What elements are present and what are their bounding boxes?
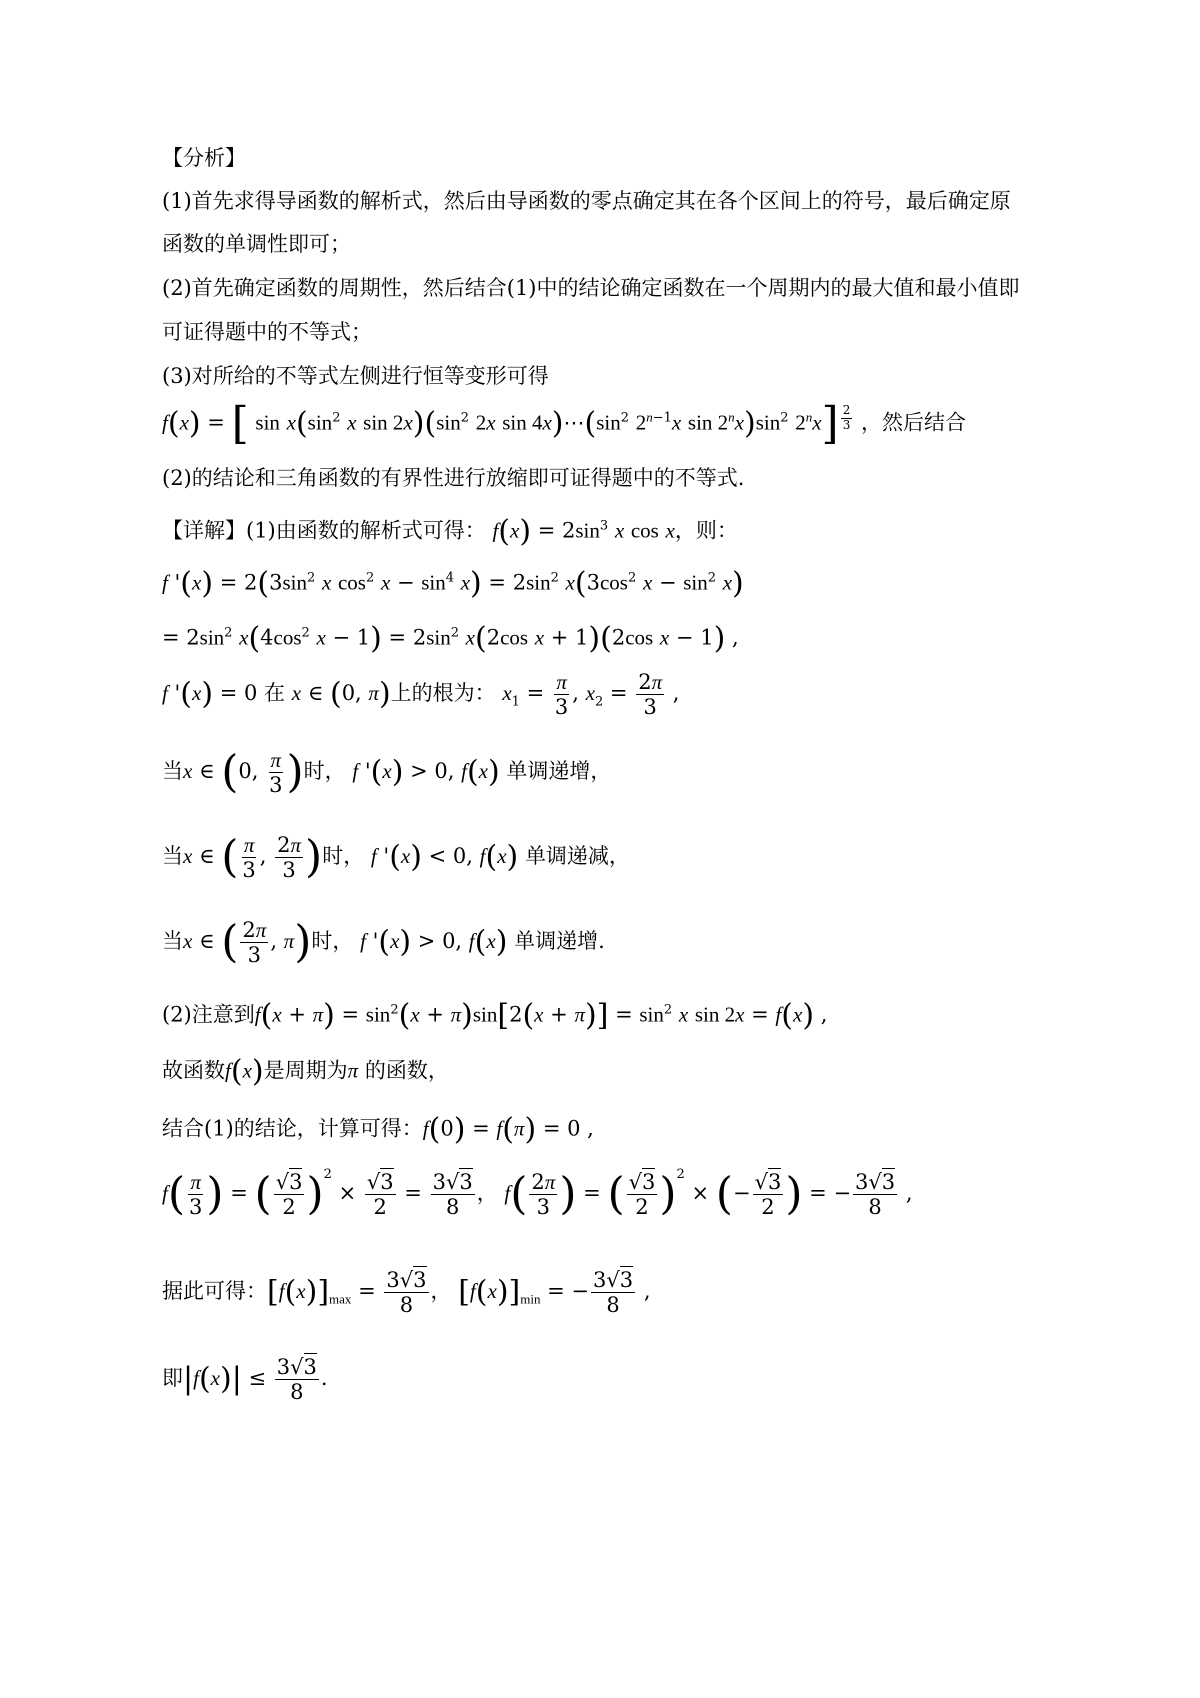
analysis-p3-line1: (3)对所给的不等式左侧进行恒等变形可得 (162, 364, 549, 388)
period-identity-line: (2)注意到$f(x + \pi) = \sin^2(x + \pi)\sin[2(x + \pi)] = \sin^2 x$ sin 2x = f(x) , (162, 998, 828, 1033)
analysis-p3-line3: (2)的结论和三角函数的有界性进行放缩即可证得题中的不等式. (162, 466, 745, 490)
derivative-line2: = $2\sin^2$ $x(4\cos^2$ $x - 1) = 2\sin^2$ x(2cos x + 1)(2cos x − 1) , (162, 621, 739, 656)
solution-intro: (1)由函数的解析式可得： (246, 518, 486, 543)
interval-1-line: 当x ∈ (0, $\frac{\pi}{3}$ )时， f '(x) > 0, f(x) 单调递增， (162, 746, 612, 798)
analysis-p1-line1: (1)首先求得导函数的解析式，然后由导函数的零点确定其在各个区间上的符号，最后确定原 (162, 189, 1011, 213)
derivative-line1: f '$(x) = 2(3\sin^2$ x $\cos^2 x - \sin^4 x) = 2\sin^2$ $x(3\cos^2$ $x - \sin^2 x$) (162, 566, 744, 601)
interval-3-line: 当x ∈ ( $\frac{2\pi}{3}$ , π)时， f '(x) > 0, f(x) 单调递增. (162, 916, 605, 968)
combine-line: 结合(1)的结论，计算可得：f(0) = f(π) = 0 , (162, 1112, 594, 1147)
analysis-heading: 【分析】 (162, 146, 246, 170)
values-line: f( $\frac{\pi}{3}$ ) = ( $\frac{√3}{2}$ )$^2$ × $\frac{√3}{2}$ = $\frac{3√3}{8}$ ， f( $\frac{2\pi}{3}$ ) = ( $\frac{√3}{2}$ )$^2$ × (− $\frac{√3}{2}$ ) = − $\frac{3√3}{8}$ , (162, 1167, 913, 1220)
roots-line: f '(x) = 0 在 x ∈ (0, π)上的根为： $x_1$ = $\frac{\pi}{3}$ , $x_2$ = $\frac{2\pi}{3}$ , (162, 670, 680, 720)
analysis-p2-line2: 可证得题中的不等式； (162, 320, 372, 344)
analysis-p3-tail: ，然后结合 (861, 410, 967, 435)
formula-product-identity: f(x) = [ $\sin x(\sin^2$ x $\sin 2x)(\sin^2$ 2x $\sin 4x)\cdots(\sin^2$ $2^{n-1}x$ $\sin 2^nx)\sin^2$ 2$^n$x] $^{\frac{2}{3}}$ ，然后结合 (162, 398, 967, 449)
period-statement-line: 故函数f(x)是周期为π 的函数， (162, 1054, 449, 1089)
analysis-p1-line2: 函数的单调性即可； (162, 232, 351, 256)
conclusion-line: 即|f(x)| ≤ $\frac{3√3}{8}$ . (162, 1355, 328, 1405)
extrema-line: 据此可得：$[f(x)]_{max}$ = $\frac{3√3}{8}$ ， $[f(x)]_{min}$ = − $\frac{3√3}{8}$ , (162, 1268, 651, 1318)
solution-line1: 【详解】(1)由函数的解析式可得： $f(x) = 2\sin^3$ x cos x，则： (162, 514, 738, 549)
interval-2-line: 当x ∈ ( $\frac{\pi}{3}$ , $\frac{2\pi}{3}$ )时， f '(x) < 0, f(x) 单调递减， (162, 831, 630, 883)
analysis-p2-line1: (2)首先确定函数的周期性，然后结合(1)中的结论确定函数在一个周期内的最大值和最小值即 (162, 276, 1020, 300)
solution-heading: 【详解】 (162, 518, 246, 543)
